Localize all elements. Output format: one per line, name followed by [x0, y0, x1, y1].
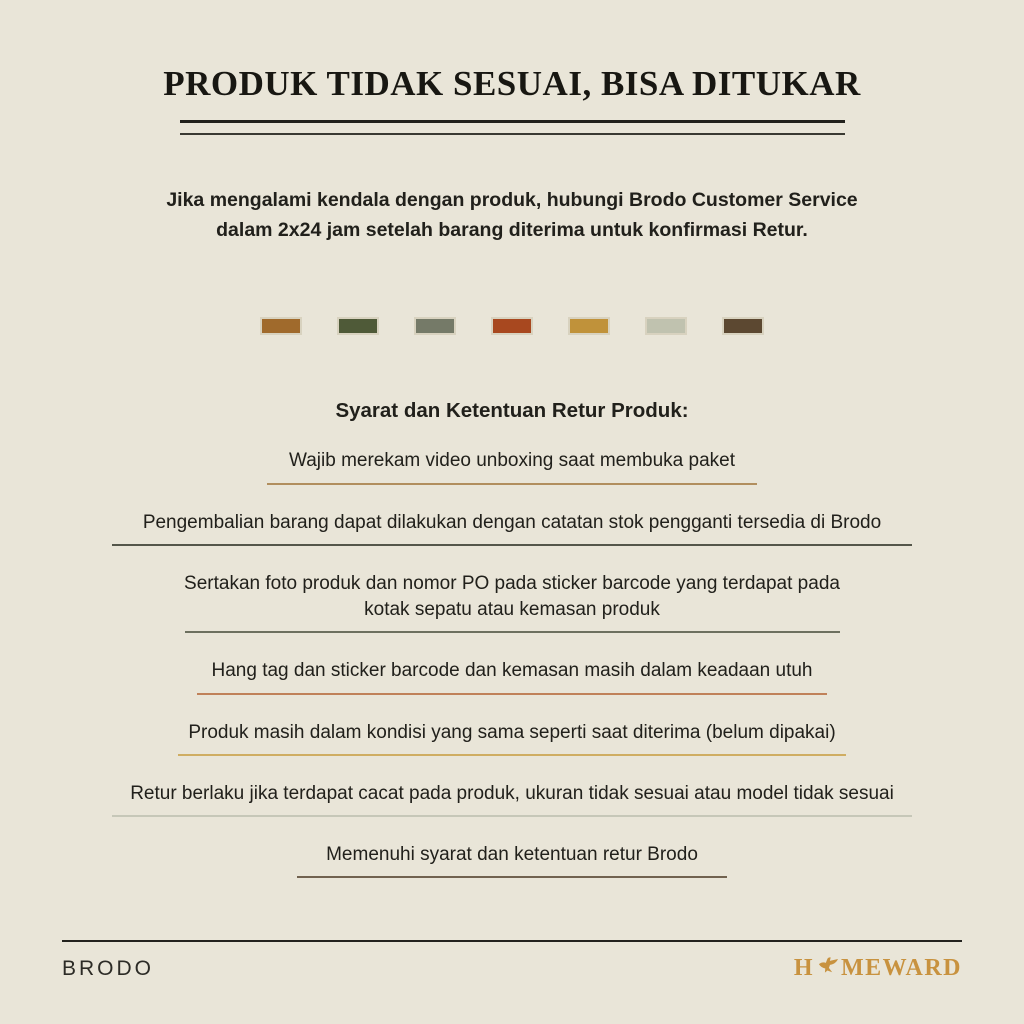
logo-text-prefix: H — [793, 955, 814, 981]
footer — [62, 940, 962, 982]
term-item — [0, 571, 1024, 633]
color-swatch-rust — [491, 317, 533, 335]
term-underline — [297, 876, 727, 878]
term-item — [0, 510, 1024, 546]
color-swatch-dark-brown — [722, 317, 764, 335]
term-item — [0, 781, 1024, 817]
logo-text-suffix: MEWARD — [841, 955, 962, 981]
bird-icon — [816, 955, 840, 982]
term-text: Hang tag dan sticker barcode dan kemasan masih dalam keadaan utuh — [211, 660, 813, 682]
term-text: Wajib merekam video unboxing saat membuka paket — [288, 450, 736, 472]
terms-heading: Syarat dan Ketentuan Retur Produk: — [335, 399, 689, 423]
divider-line-thick — [180, 120, 845, 123]
term-underline — [112, 815, 912, 817]
page-title: PRODUK TIDAK SESUAI, BISA DITUKAR — [163, 64, 861, 103]
title-divider — [180, 120, 845, 135]
color-swatch-brown — [260, 317, 302, 335]
term-text: Retur berlaku jika terdapat cacat pada produk, ukuran tidak sesuai atau model tidak sesuai — [130, 782, 894, 804]
color-swatch-sage-gray — [414, 317, 456, 335]
term-text: Produk masih dalam kondisi yang sama seperti saat diterima (belum dipakai) — [188, 721, 836, 743]
term-underline — [267, 483, 757, 485]
term-text: Sertakan foto produk dan nomor PO pada sticker barcode yang terdapat pada kotak sepatu atau kemasan produk — [184, 572, 840, 621]
term-item — [0, 658, 1024, 694]
homeward-logo — [794, 955, 962, 982]
terms-list — [0, 448, 1024, 878]
intro-text: Jika mengalami kendala dengan produk, hubungi Brodo Customer Service dalam 2x24 jam setelah barang diterima untuk konfirmasi Retur. — [166, 189, 858, 242]
divider-line-thin — [180, 133, 845, 135]
term-underline — [178, 754, 846, 756]
color-swatch-mustard — [568, 317, 610, 335]
color-swatch-light-sage — [645, 317, 687, 335]
term-item — [0, 842, 1024, 878]
brand-name: BRODO — [62, 956, 155, 980]
color-swatch-dark-olive — [337, 317, 379, 335]
term-item — [0, 448, 1024, 484]
term-underline — [185, 631, 840, 633]
term-text: Memenuhi syarat dan ketentuan retur Brodo — [326, 843, 698, 865]
term-underline — [197, 693, 827, 695]
term-text: Pengembalian barang dapat dilakukan dengan catatan stok pengganti tersedia di Brodo — [142, 511, 882, 533]
term-underline — [112, 544, 912, 546]
term-item — [0, 720, 1024, 756]
color-swatch-row — [0, 317, 1024, 335]
